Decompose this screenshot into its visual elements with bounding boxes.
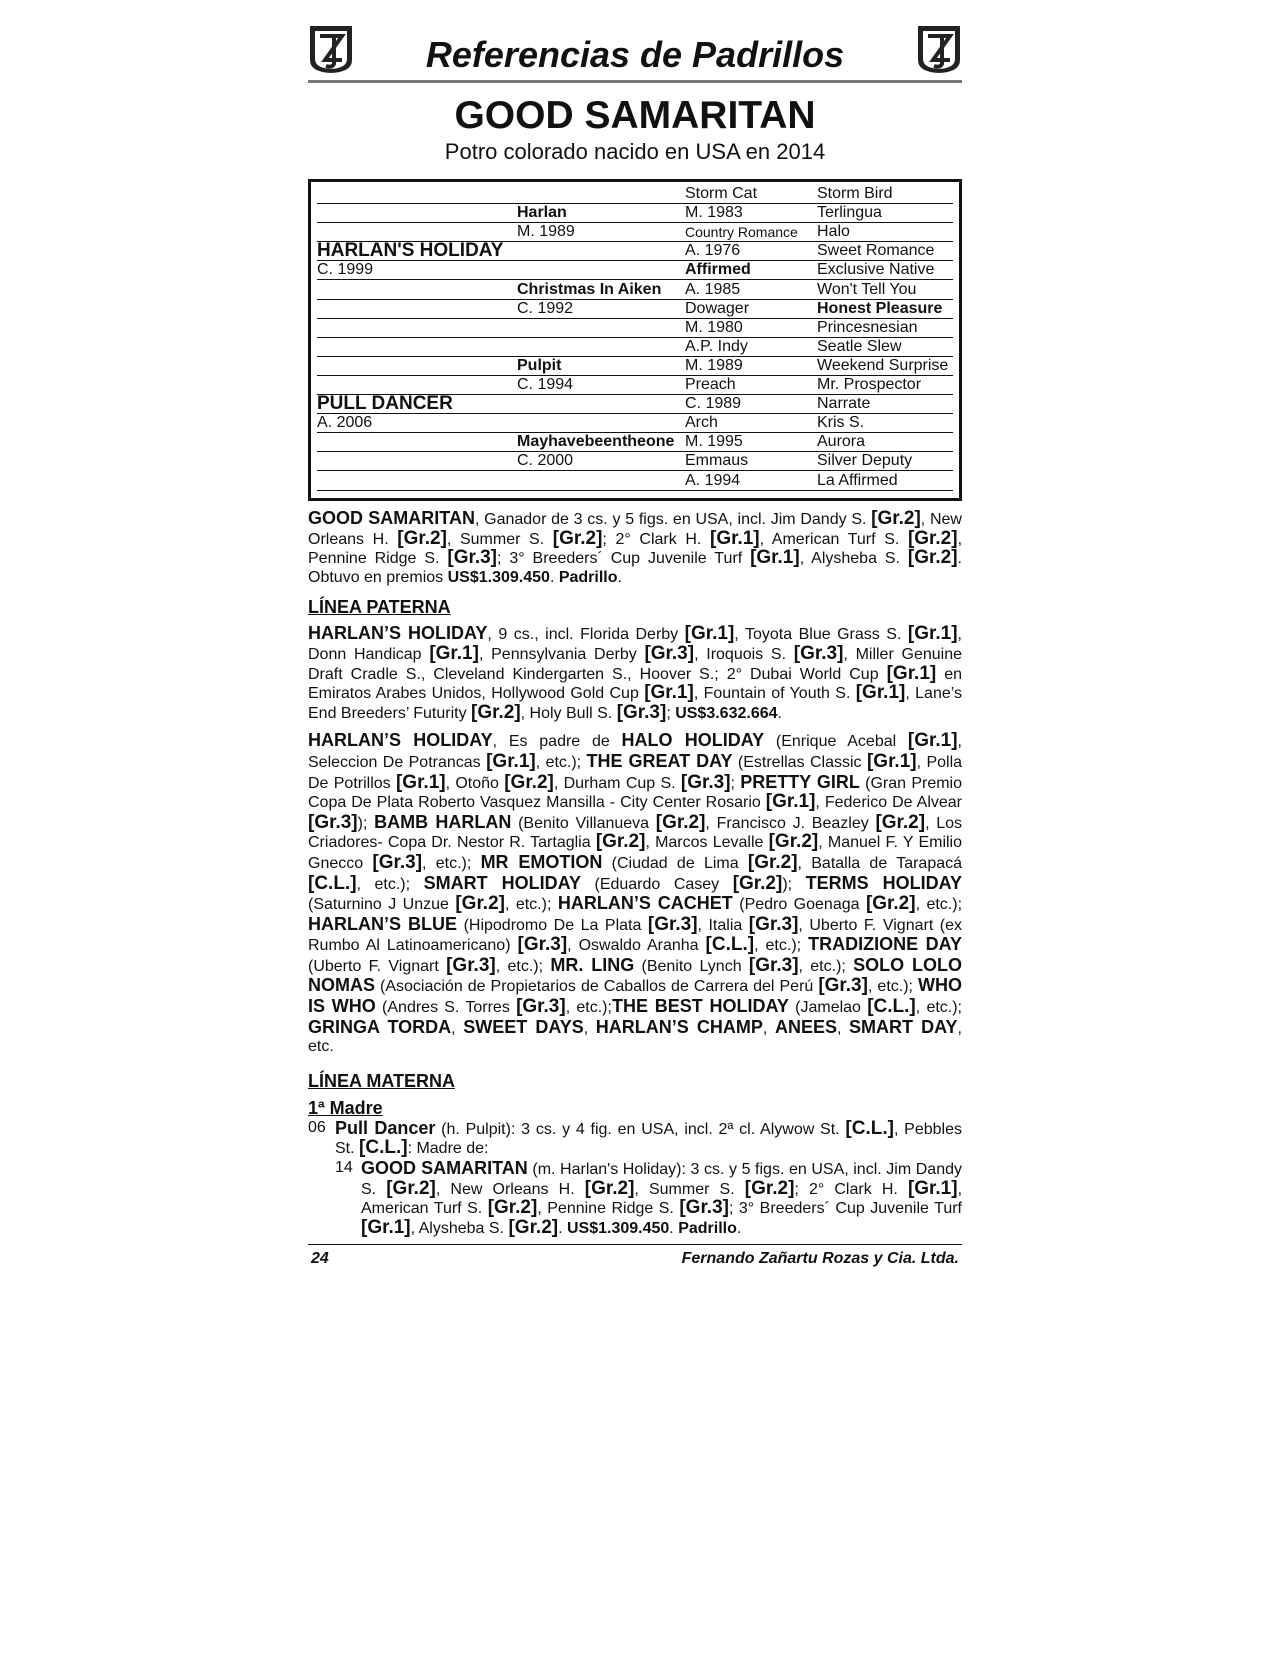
pedigree-cell: M. 1983 bbox=[685, 204, 743, 222]
pedigree-cell: C. 2000 bbox=[517, 452, 574, 470]
paterna-paragraph-1: HARLAN’S HOLIDAY, 9 cs., incl. Florida Derby [Gr.1], Toyota Blue Grass S. [Gr.1], Donn Handicap [Gr.1], Pennsylvania Derby [Gr.3], Iroquois S. [Gr.3], Miller Genuine Draft Cradle S., Cleveland Kindergarten S., Hoover S.; 2° Dubai World Cup [Gr.1] en Emiratos Arabes Unidos, Hollywood Gold Cup [Gr.1], Fountain of Youth S. [Gr.1], Lane’s End Breeders’ Futurity [Gr.2], Holy Bull S. [Gr.3]; US$3.632.664. bbox=[308, 623, 963, 723]
horse-name: GOOD SAMARITAN bbox=[454, 94, 816, 137]
pedigree-row bbox=[317, 222, 953, 242]
pedigree-cell: Terlingua bbox=[817, 204, 882, 222]
pedigree-cell: Honest Pleasure bbox=[817, 299, 943, 317]
pedigree-cell: Kris S. bbox=[817, 414, 865, 432]
pedigree-row bbox=[317, 318, 953, 338]
pedigree-row bbox=[317, 413, 953, 433]
pedigree-cell: M. 1980 bbox=[685, 318, 743, 336]
paterna-paragraph-2: HARLAN’S HOLIDAY, Es padre de HALO HOLIDAY (Enrique Acebal [Gr.1], Seleccion De Potrancas [Gr.1], etc.); THE GREAT DAY (Estrellas Classic [Gr.1], Polla De Potrillos [Gr.1], Otoño [Gr.2], Durham Cup S. [Gr.3]; PRETTY GIRL (Gran Premio Copa De Plata Roberto Vasquez Mansilla - City Center Rosario [Gr.1], Federico De Alvear [Gr.3]); BAMB HARLAN (Benito Villanueva [Gr.2], Francisco J. Beazley [Gr.2], Los Criadores- Copa Dr. Nestor R. Tartaglia [Gr.2], Marcos Levalle [Gr.2], Manuel F. Y Emilio Gnecco [Gr.3], etc.); MR EMOTION (Ciudad de Lima [Gr.2], Batalla de Tarapacá [C.L.], etc.); SMART HOLIDAY (Eduardo Casey [Gr.2]); TERMS HOLIDAY (Saturnino J Unzue [Gr.2], etc.); HARLAN’S CACHET (Pedro Goenaga [Gr.2], etc.); HARLAN’S BLUE (Hipodromo De La Plata [Gr.3], Italia [Gr.3], Uberto F. Vignart (ex Rumbo Al Latinoamericano) [Gr.3], Oswaldo Aranha [C.L.], etc.); TRADIZIONE DAY (Uberto F. Vignart [Gr.3], etc.); MR. LING (Benito Lynch [Gr.3], etc.); SOLO LOLO NOMAS (Asociación de Propietarios de Caballos de Carrera del Perú [Gr.3], etc.); WHO IS WHO (Andres S. Torres [Gr.3], etc.);THE BEST HOLIDAY (Jamelao [C.L.], etc.); GRINGA TORDA, SWEET DAYS, HARLAN’S CHAMP, ANEES, SMART DAY, etc. bbox=[308, 730, 963, 1056]
pedigree-row bbox=[317, 337, 953, 357]
section-heading-materna: LÍNEA MATERNA bbox=[308, 1070, 455, 1091]
pedigree-row bbox=[317, 299, 953, 319]
pedigree-row bbox=[317, 356, 953, 376]
pedigree-cell: A. 1994 bbox=[685, 471, 741, 489]
pedigree-cell: Mr. Prospector bbox=[817, 376, 922, 394]
pedigree-row bbox=[317, 394, 953, 414]
produce-entry: 14 GOOD SAMARITAN (m. Harlan's Holiday): 3 cs. y 5 figs. en USA, incl. Jim Dandy S. [Gr.2], New Orleans H. [Gr.2], Summer S. [Gr.2]; 2° Clark H. [Gr.1], American Turf S. [Gr.2], Pennine Ridge S. [Gr.3]; 3° Breeders´ Cup Juvenile Turf [Gr.1], Alysheba S. [Gr.2]. US$1.309.450. Padrillo. bbox=[335, 1158, 963, 1238]
pedigree-row bbox=[317, 280, 953, 300]
pedigree-cell: Halo bbox=[817, 223, 850, 241]
pedigree-cell: M. 1995 bbox=[685, 433, 743, 451]
pedigree-cell: HARLAN'S HOLIDAY bbox=[317, 240, 504, 262]
pedigree-table bbox=[308, 179, 962, 501]
brand-logo-icon bbox=[916, 24, 962, 74]
pedigree-cell: A. 1976 bbox=[685, 242, 741, 260]
pedigree-cell: Exclusive Native bbox=[817, 261, 935, 279]
dam-entry: 06 Pull Dancer (h. Pulpit): 3 cs. y 4 fig. en USA, incl. 2ª cl. Alywow St. [C.L.], Pebbles St. [C.L.]: Madre de: bbox=[308, 1117, 962, 1159]
pedigree-cell: Narrate bbox=[817, 395, 871, 413]
header-rule bbox=[308, 80, 962, 83]
pedigree-cell: Seatle Slew bbox=[817, 337, 902, 355]
page-header bbox=[308, 18, 962, 82]
pedigree-cell: Country Romance bbox=[685, 224, 798, 241]
pedigree-cell: A.P. Indy bbox=[685, 337, 748, 355]
pedigree-cell: Preach bbox=[685, 376, 736, 394]
pedigree-cell: Arch bbox=[685, 414, 718, 432]
pedigree-row bbox=[317, 184, 953, 204]
pedigree-cell: Sweet Romance bbox=[817, 242, 935, 260]
pedigree-cell: Aurora bbox=[817, 433, 866, 451]
pedigree-cell: Princesnesian bbox=[817, 318, 918, 336]
pedigree-cell: C. 1989 bbox=[685, 395, 742, 413]
pedigree-cell: Weekend Surprise bbox=[817, 356, 949, 374]
pedigree-cell: Dowager bbox=[685, 299, 750, 317]
pedigree-cell: Pulpit bbox=[517, 356, 562, 374]
publisher-name: Fernando Zañartu Rozas y Cia. Ltda. bbox=[681, 1250, 959, 1267]
pedigree-row bbox=[317, 203, 953, 223]
header-title: Referencias de Padrillos bbox=[425, 34, 845, 75]
pedigree-cell: Christmas In Aiken bbox=[517, 280, 662, 298]
pedigree-cell: Emmaus bbox=[685, 452, 749, 470]
pedigree-row bbox=[317, 241, 953, 261]
summary-paragraph: GOOD SAMARITAN, Ganador de 3 cs. y 5 figs. en USA, incl. Jim Dandy S. [Gr.2], New Orleans H. [Gr.2], Summer S. [Gr.2]; 2° Clark H. [Gr.1], American Turf S. [Gr.2], Pennine Ridge S. [Gr.3]; 3° Breeders´ Cup Juvenile Turf [Gr.1], Alysheba S. [Gr.2]. Obtuvo en premios US$1.309.450. Padrillo. bbox=[308, 508, 963, 586]
pedigree-cell: Mayhavebeentheone bbox=[517, 433, 675, 451]
pedigree-row bbox=[317, 451, 953, 471]
pedigree-cell: Harlan bbox=[517, 204, 567, 222]
pedigree-cell: Affirmed bbox=[685, 261, 751, 279]
pedigree-cell: La Affirmed bbox=[817, 471, 898, 489]
pedigree-cell: Silver Deputy bbox=[817, 452, 913, 470]
pedigree-cell: Won't Tell You bbox=[817, 280, 917, 298]
section-heading-paterna: LÍNEA PATERNA bbox=[308, 597, 451, 618]
pedigree-row bbox=[317, 375, 953, 395]
pedigree-cell: A. 1985 bbox=[685, 280, 741, 298]
pedigree-row bbox=[317, 432, 953, 452]
pedigree-cell: Storm Bird bbox=[817, 185, 893, 203]
pedigree-row bbox=[317, 471, 953, 491]
page-number: 24 bbox=[311, 1250, 329, 1267]
pedigree-row bbox=[317, 260, 953, 280]
pedigree-cell: C. 1999 bbox=[317, 261, 374, 279]
pedigree-cell: M. 1989 bbox=[517, 223, 575, 241]
footer-rule bbox=[308, 1244, 962, 1245]
pedigree-cell: M. 1989 bbox=[685, 356, 743, 374]
pedigree-cell: C. 1994 bbox=[517, 376, 574, 394]
pedigree-cell: A. 2006 bbox=[317, 414, 373, 432]
madre-label: 1ª Madre bbox=[308, 1097, 383, 1118]
pedigree-cell: Storm Cat bbox=[685, 185, 758, 203]
pedigree-cell: C. 1992 bbox=[517, 299, 574, 317]
horse-subtitle: Potro colorado nacido en USA en 2014 bbox=[444, 139, 826, 164]
page bbox=[308, 18, 962, 1238]
pedigree-cell: PULL DANCER bbox=[317, 393, 453, 415]
